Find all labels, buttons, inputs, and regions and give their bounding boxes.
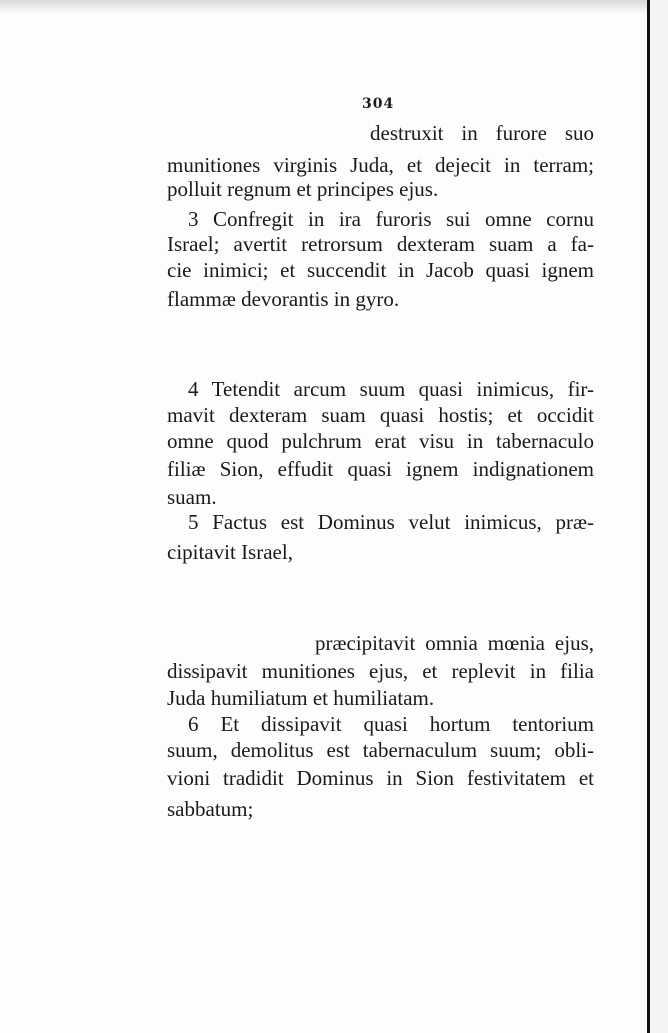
text-line: omne quod pulchrum erat visu in tabernaculo (167, 429, 594, 453)
page-edge-line (647, 0, 650, 1033)
text-line: cipitavit Israel, (167, 540, 293, 564)
text-line: polluit regnum et principes ejus. (167, 177, 439, 201)
text-line: flammæ devorantis in gyro. (167, 287, 400, 311)
verse-5-start: 5 Factus est Dominus velut inimicus, præ- (188, 510, 594, 534)
text-line: Juda humiliatum et humiliatam. (167, 686, 435, 710)
page-gutter (650, 0, 668, 1033)
text-line: dissipavit munitiones ejus, et replevit in filia (167, 659, 594, 683)
text-line: suam. (167, 485, 217, 509)
page-number: 304 (362, 96, 395, 112)
text-line: præcipitavit omnia mœnia ejus, (315, 631, 594, 655)
text-line: Israel; avertit retrorsum dexteram suam a fa- (167, 232, 594, 256)
text-line: vioni tradidit Dominus in Sion festivitatem et (167, 766, 594, 790)
verse-4-start: 4 Tetendit arcum suum quasi inimicus, fir- (188, 377, 594, 401)
text-line: sabbatum; (167, 797, 254, 821)
text-line: filiæ Sion, effudit quasi ignem indignationem (167, 457, 594, 481)
text-line: munitiones virginis Juda, et dejecit in terram; (167, 153, 594, 177)
verse-6-start: 6 Et dissipavit quasi hortum tentorium (188, 712, 594, 736)
text-line: suum, demolitus est tabernaculum suum; obli- (167, 738, 594, 762)
text-line: cie inimici; et succendit in Jacob quasi ignem (167, 258, 594, 282)
text-line: destruxit in furore suo (370, 121, 594, 145)
page-top-shadow (0, 0, 668, 14)
text-line: mavit dexteram suam quasi hostis; et occidit (167, 403, 594, 427)
verse-3-start: 3 Confregit in ira furoris sui omne cornu (188, 207, 594, 231)
